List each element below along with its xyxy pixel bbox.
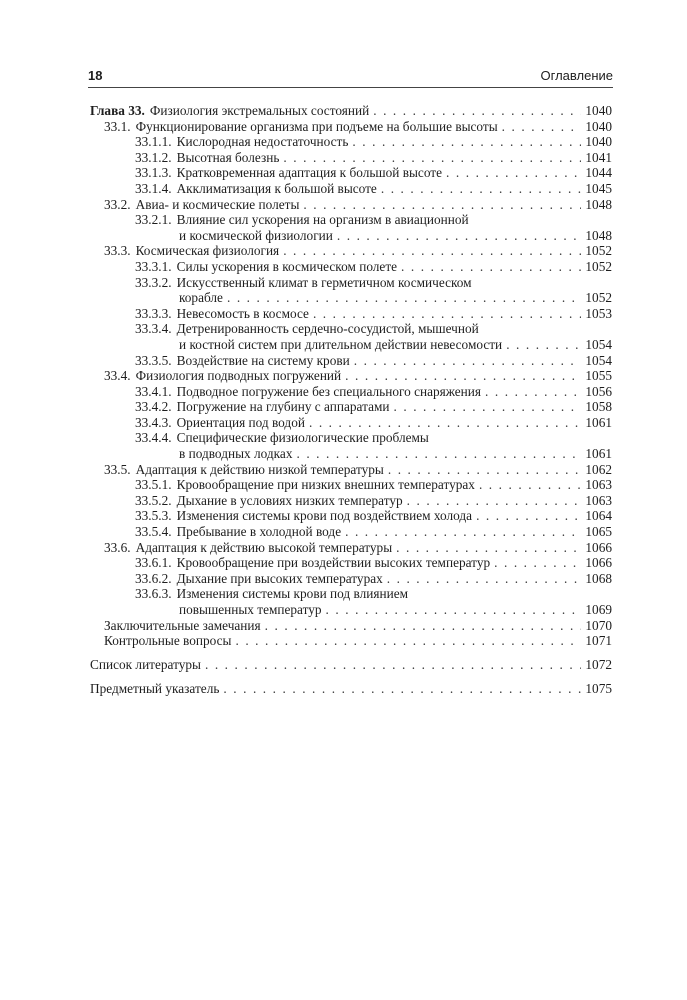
toc-entry-page: 1066 — [585, 555, 612, 571]
toc-entry[interactable] — [90, 555, 612, 571]
toc-entry[interactable] — [90, 508, 612, 524]
toc-entry[interactable] — [90, 212, 612, 228]
toc-entry[interactable] — [90, 165, 612, 181]
toc-entry[interactable] — [90, 430, 612, 446]
toc-entry-page: 1056 — [585, 383, 612, 399]
toc-entry-title: Невесомость в космосе — [176, 305, 309, 321]
toc-entry[interactable] — [90, 228, 612, 244]
toc-entry[interactable] — [90, 586, 612, 602]
toc-entry-title: Кратковременная адаптация к большой высоте — [176, 165, 443, 181]
toc-entry-number: 33.1.1. — [135, 134, 172, 150]
toc-entry-number: 33.4.1. — [135, 383, 172, 399]
toc-entry-title: Пребывание в холодной воде — [176, 524, 342, 540]
dot-leader — [326, 602, 582, 618]
toc-entry[interactable] — [90, 275, 612, 291]
toc-entry[interactable] — [90, 197, 612, 213]
toc-entry-number: 33.6. — [104, 539, 131, 555]
toc-entry[interactable] — [90, 259, 612, 275]
toc-entry[interactable] — [90, 384, 612, 400]
toc-entry-title: Кровообращение при воздействии высоких температур — [176, 555, 491, 571]
toc-entry-number: 33.6.3. — [135, 586, 172, 602]
toc-entry-number: 33.1.2. — [135, 149, 172, 165]
toc-entry-title: Контрольные вопросы — [104, 633, 232, 649]
toc-entry-title: и космической физиологии — [179, 227, 333, 243]
toc-entry[interactable] — [90, 524, 612, 540]
dot-leader — [352, 134, 581, 150]
dot-leader — [502, 119, 582, 135]
toc-entry[interactable] — [90, 462, 612, 478]
toc-entry-number: 33.3.1. — [135, 258, 172, 274]
toc-entry[interactable] — [90, 633, 612, 649]
dot-leader — [476, 508, 581, 524]
toc-entry-page: 1040 — [585, 134, 612, 150]
toc-entry[interactable] — [90, 119, 612, 135]
toc-entry-number: 33.3.3. — [135, 305, 172, 321]
toc-entry-page: 1053 — [585, 305, 612, 321]
toc-entry[interactable] — [90, 306, 612, 322]
dot-leader — [446, 165, 581, 181]
toc-entry[interactable] — [90, 337, 612, 353]
dot-leader — [407, 493, 582, 509]
toc-entry-number: 33.4.4. — [135, 430, 172, 446]
dot-leader — [354, 353, 582, 369]
toc-entry-number: 33.3.4. — [135, 321, 172, 337]
dot-leader — [205, 657, 581, 673]
toc-entry-number: 33.3.2. — [135, 274, 172, 290]
toc-entry-page: 1041 — [585, 149, 612, 165]
toc-entry[interactable] — [90, 446, 612, 462]
toc-entry-page: 1061 — [585, 446, 612, 462]
toc-entry-page: 1063 — [585, 477, 612, 493]
toc-entry-number: 33.6.2. — [135, 570, 172, 586]
dot-leader — [227, 290, 581, 306]
toc-entry[interactable] — [90, 493, 612, 509]
toc-entry[interactable] — [90, 540, 612, 556]
toc-entry-page: 1058 — [585, 399, 612, 415]
toc-entry-title: Дыхание при высоких температурах — [176, 570, 383, 586]
toc-entry[interactable] — [90, 368, 612, 384]
toc-entry[interactable] — [90, 290, 612, 306]
toc-entry[interactable] — [90, 602, 612, 618]
toc-entry-page: 1055 — [585, 368, 612, 384]
toc-entry-page: 1040 — [585, 118, 612, 134]
toc-entry-title: Подводное погружение без специального снаряжения — [176, 383, 482, 399]
toc-entry-page: 1075 — [585, 681, 612, 697]
toc-entry-title: Кровообращение при низких внешних температурах — [176, 477, 475, 493]
toc-entry-number: 33.5. — [104, 461, 131, 477]
toc-entry-number: 33.1.4. — [135, 180, 172, 196]
dot-leader — [479, 477, 581, 493]
dot-leader — [506, 337, 581, 353]
toc-entry[interactable] — [90, 134, 612, 150]
dot-leader — [337, 228, 582, 244]
toc-entry-title: Силы ускорения в космическом полете — [176, 258, 398, 274]
toc-entry-page: 1071 — [585, 633, 612, 649]
dot-leader — [309, 415, 581, 431]
toc-entry-title: Адаптация к действию низкой температуры — [135, 461, 384, 477]
toc-entry-number: 33.5.1. — [135, 477, 172, 493]
toc-entry-title: Заключительные замечания — [104, 617, 261, 633]
toc-entry-number: 33.4. — [104, 368, 131, 384]
toc-entry-page: 1052 — [585, 243, 612, 259]
toc-entry-title: Искусственный климат в герметичном космическом — [176, 274, 472, 290]
table-of-contents — [90, 103, 612, 697]
toc-entry[interactable] — [90, 477, 612, 493]
toc-entry-page: 1061 — [585, 414, 612, 430]
dot-leader — [235, 633, 581, 649]
toc-entry-title: Функционирование организма при подъеме на большие высоты — [135, 118, 498, 134]
page-number: 18 — [88, 68, 103, 83]
toc-entry-title: и костной систем при длительном действии невесомости — [179, 336, 503, 352]
dot-leader — [265, 618, 582, 634]
dot-leader — [345, 368, 581, 384]
dot-leader — [396, 540, 581, 556]
toc-entry[interactable] — [90, 321, 612, 337]
toc-entry-page: 1045 — [585, 180, 612, 196]
toc-entry-title: Высотная болезнь — [176, 149, 280, 165]
toc-entry-title: Изменения системы крови под влиянием — [176, 586, 409, 602]
dot-leader — [223, 681, 581, 697]
toc-entry[interactable] — [90, 181, 612, 197]
toc-entry-title: Предметный указатель — [90, 681, 220, 697]
toc-entry-title: Детренированность сердечно-сосудистой, мышечной — [176, 321, 479, 337]
toc-entry-page: 1072 — [585, 656, 612, 672]
toc-entry-page: 1052 — [585, 290, 612, 306]
dot-leader — [494, 555, 581, 571]
header-rule — [88, 87, 613, 88]
toc-entry[interactable] — [90, 681, 612, 697]
toc-entry-page: 1065 — [585, 524, 612, 540]
toc-entry-page: 1044 — [585, 165, 612, 181]
dot-leader — [401, 259, 581, 275]
toc-entry-page: 1068 — [585, 570, 612, 586]
dot-leader — [381, 181, 582, 197]
toc-entry-title: Специфические физиологические проблемы — [176, 430, 429, 446]
toc-entry-title: Погружение на глубину с аппаратами — [176, 399, 390, 415]
dot-leader — [296, 446, 581, 462]
toc-entry-number: 33.2. — [104, 196, 131, 212]
toc-entry[interactable] — [90, 618, 612, 634]
dot-leader — [388, 462, 582, 478]
toc-entry-number: 33.3.5. — [135, 352, 172, 368]
toc-entry-number: 33.5.2. — [135, 492, 172, 508]
toc-entry-title: Авиа- и космические полеты — [135, 196, 300, 212]
toc-entry-number: 33.2.1. — [135, 212, 172, 228]
toc-entry-title: Физиология экстремальных состояний — [149, 103, 370, 118]
toc-entry-number: 33.5.3. — [135, 508, 172, 524]
dot-leader — [394, 399, 582, 415]
toc-entry-page: 1063 — [585, 492, 612, 508]
toc-entry-title: Влияние сил ускорения на организм в авиационной — [176, 212, 469, 228]
dot-leader — [373, 103, 581, 119]
toc-entry[interactable] — [90, 399, 612, 415]
dot-leader — [485, 384, 581, 400]
toc-entry-number: 33.3. — [104, 243, 131, 259]
toc-entry-title: Список литературы — [90, 656, 201, 672]
toc-entry-page: 1066 — [585, 539, 612, 555]
toc-entry-title: Физиология подводных погружений — [135, 368, 342, 384]
toc-entry-title: Изменения системы крови под воздействием холода — [176, 508, 473, 524]
toc-entry-title: в подводных лодках — [179, 446, 293, 462]
dot-leader — [283, 243, 581, 259]
toc-entry-page: 1070 — [585, 617, 612, 633]
toc-entry-title: повышенных температур — [179, 602, 322, 617]
toc-entry-number: 33.1.3. — [135, 165, 172, 181]
toc-entry[interactable] — [90, 243, 612, 259]
toc-entry-page: 1062 — [585, 461, 612, 477]
toc-entry-number: 33.4.2. — [135, 399, 172, 415]
toc-entry-page: 1048 — [585, 227, 612, 243]
toc-entry-page: 1052 — [585, 258, 612, 274]
dot-leader — [303, 197, 581, 213]
toc-entry-number: 33.5.4. — [135, 524, 172, 540]
toc-entry-title: Акклиматизация к большой высоте — [176, 180, 377, 196]
toc-entry-title: Воздействие на систему крови — [176, 352, 350, 368]
toc-entry-number: 33.4.3. — [135, 414, 172, 430]
toc-entry-page: 1040 — [585, 103, 612, 118]
toc-entry-number: 33.6.1. — [135, 555, 172, 571]
toc-entry-title: Адаптация к действию высокой температуры — [135, 539, 393, 555]
toc-entry-number: Глава 33. — [90, 103, 145, 118]
toc-entry[interactable] — [90, 150, 612, 166]
toc-entry[interactable] — [90, 571, 612, 587]
toc-entry-title: Космическая физиология — [135, 243, 280, 259]
dot-leader — [387, 571, 582, 587]
toc-entry-page: 1054 — [585, 336, 612, 352]
toc-entry-page: 1054 — [585, 352, 612, 368]
toc-entry[interactable] — [90, 657, 612, 673]
dot-leader — [283, 150, 581, 166]
running-header — [88, 66, 613, 88]
dot-leader — [313, 306, 581, 322]
toc-entry-title: Кислородная недостаточность — [176, 134, 349, 150]
toc-entry-page: 1069 — [585, 602, 612, 617]
toc-entry[interactable] — [90, 415, 612, 431]
section-title: Оглавление — [540, 68, 613, 83]
toc-entry-page: 1064 — [585, 508, 612, 524]
toc-entry-title: Ориентация под водой — [176, 414, 305, 430]
toc-entry[interactable] — [90, 353, 612, 369]
toc-entry-title: Дыхание в условиях низких температур — [176, 492, 403, 508]
toc-entry[interactable] — [90, 103, 612, 119]
toc-entry-number: 33.1. — [104, 118, 131, 134]
toc-entry-title: корабле — [179, 290, 223, 306]
dot-leader — [345, 524, 581, 540]
toc-entry-page: 1048 — [585, 196, 612, 212]
